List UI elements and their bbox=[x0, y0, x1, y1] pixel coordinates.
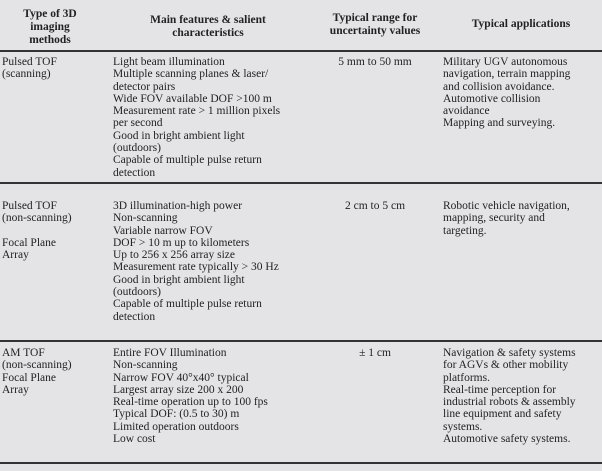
feature-line: detection bbox=[113, 310, 156, 323]
feature-line: per second bbox=[113, 117, 163, 130]
type-line: Array bbox=[2, 383, 29, 396]
header-range-line: Typical range for bbox=[332, 12, 418, 24]
row2-range: 2 cm to 5 cm bbox=[344, 200, 406, 212]
application-line: and collision avoidance. bbox=[443, 80, 555, 93]
application-line: Automotive collision bbox=[443, 92, 541, 105]
header-range bbox=[310, 12, 440, 38]
application-line: platforms. bbox=[443, 371, 490, 384]
feature-line: Largest array size 200 x 200 bbox=[113, 383, 244, 396]
feature-line: Wide FOV available DOF >100 m bbox=[113, 92, 272, 105]
feature-line: Good in bright ambient light bbox=[113, 129, 245, 142]
type-line: Focal Plane bbox=[2, 371, 56, 384]
feature-line: Capable of multiple pulse return bbox=[113, 154, 262, 167]
header-features-line: Main features & salient bbox=[150, 14, 266, 26]
row3-range: ± 1 cm bbox=[359, 347, 391, 359]
type-line: (non-scanning) bbox=[2, 212, 72, 225]
feature-line: Typical DOF: (0.5 to 30) m bbox=[113, 408, 240, 421]
feature-line: (outdoors) bbox=[113, 286, 161, 299]
application-line: Navigation & safety systems bbox=[443, 347, 576, 359]
row2-type bbox=[2, 200, 72, 261]
application-line: navigation, terrain mapping bbox=[443, 68, 571, 81]
feature-line: Light beam illumination bbox=[113, 56, 225, 68]
header-type-line: imaging bbox=[30, 21, 70, 33]
feature-line: Low cost bbox=[113, 433, 156, 446]
row3-type bbox=[2, 347, 72, 396]
type-line: Array bbox=[2, 248, 29, 261]
feature-line: DOF > 10 m up to kilometers bbox=[113, 236, 250, 249]
row-divider bbox=[0, 182, 602, 184]
row3-features bbox=[113, 347, 268, 445]
header-features-line: characteristics bbox=[172, 27, 244, 39]
row-divider bbox=[0, 340, 602, 342]
feature-line: detection bbox=[113, 166, 156, 179]
application-line: Real-time perception for bbox=[443, 383, 557, 396]
type-line: Pulsed TOF bbox=[2, 200, 57, 212]
feature-line: Entire FOV Illumination bbox=[113, 347, 227, 359]
application-line: line equipment and safety bbox=[443, 408, 562, 421]
feature-line: Measurement rate typically > 30 Hz bbox=[113, 261, 279, 274]
feature-line: detector pairs bbox=[113, 80, 176, 93]
header-type-line: methods bbox=[29, 34, 71, 46]
type-line: (non-scanning) bbox=[2, 359, 72, 372]
table-bottom-rule bbox=[0, 462, 602, 464]
feature-line: (outdoors) bbox=[113, 142, 161, 155]
feature-line: Variable narrow FOV bbox=[113, 224, 213, 237]
table-header bbox=[0, 0, 602, 48]
feature-line: Real-time operation up to 100 fps bbox=[113, 396, 268, 409]
header-applications-line: Typical applications bbox=[471, 18, 571, 30]
application-line: systems. bbox=[443, 420, 483, 433]
row1-applications bbox=[443, 56, 570, 130]
row2-applications bbox=[443, 200, 570, 237]
feature-line: Narrow FOV 40°x40° typical bbox=[113, 371, 249, 384]
feature-line: Non-scanning bbox=[113, 359, 178, 372]
application-line: Mapping and surveying. bbox=[443, 117, 556, 130]
type-line: Focal Plane bbox=[2, 236, 56, 249]
application-line: avoidance bbox=[443, 105, 490, 118]
application-line: mapping, security and bbox=[443, 212, 545, 225]
feature-line: Limited operation outdoors bbox=[113, 420, 239, 433]
feature-line: Good in bright ambient light bbox=[113, 273, 245, 286]
feature-line: 3D illumination-high power bbox=[113, 200, 243, 212]
header-features bbox=[108, 14, 308, 40]
application-line: for AGVs & other mobility bbox=[443, 359, 569, 372]
feature-line: Capable of multiple pulse return bbox=[113, 298, 262, 311]
type-line: AM TOF bbox=[2, 347, 45, 359]
header-type bbox=[2, 8, 98, 47]
type-line: Pulsed TOF bbox=[2, 56, 57, 68]
application-line: Military UGV autonomous bbox=[443, 56, 568, 68]
row2-features bbox=[113, 200, 279, 323]
application-line: targeting. bbox=[443, 224, 487, 237]
type-line: (scanning) bbox=[2, 68, 51, 81]
feature-line: Up to 256 x 256 array size bbox=[113, 249, 235, 262]
header-divider bbox=[0, 50, 602, 52]
application-line: industrial robots & assembly bbox=[443, 396, 576, 409]
application-line: Automotive safety systems. bbox=[443, 433, 571, 446]
feature-line: Multiple scanning planes & laser/ bbox=[113, 68, 269, 81]
application-line: Robotic vehicle navigation, bbox=[443, 200, 570, 212]
row3-applications bbox=[443, 347, 576, 445]
row1-type bbox=[2, 56, 57, 81]
header-range-line: uncertainty values bbox=[329, 25, 421, 37]
feature-line: Measurement rate > 1 million pixels bbox=[113, 105, 281, 118]
row1-range: 5 mm to 50 mm bbox=[338, 56, 412, 68]
header-type-line: Type of 3D bbox=[23, 8, 77, 20]
row1-features bbox=[113, 56, 280, 179]
feature-line: Non-scanning bbox=[113, 212, 178, 225]
header-applications bbox=[442, 18, 600, 31]
